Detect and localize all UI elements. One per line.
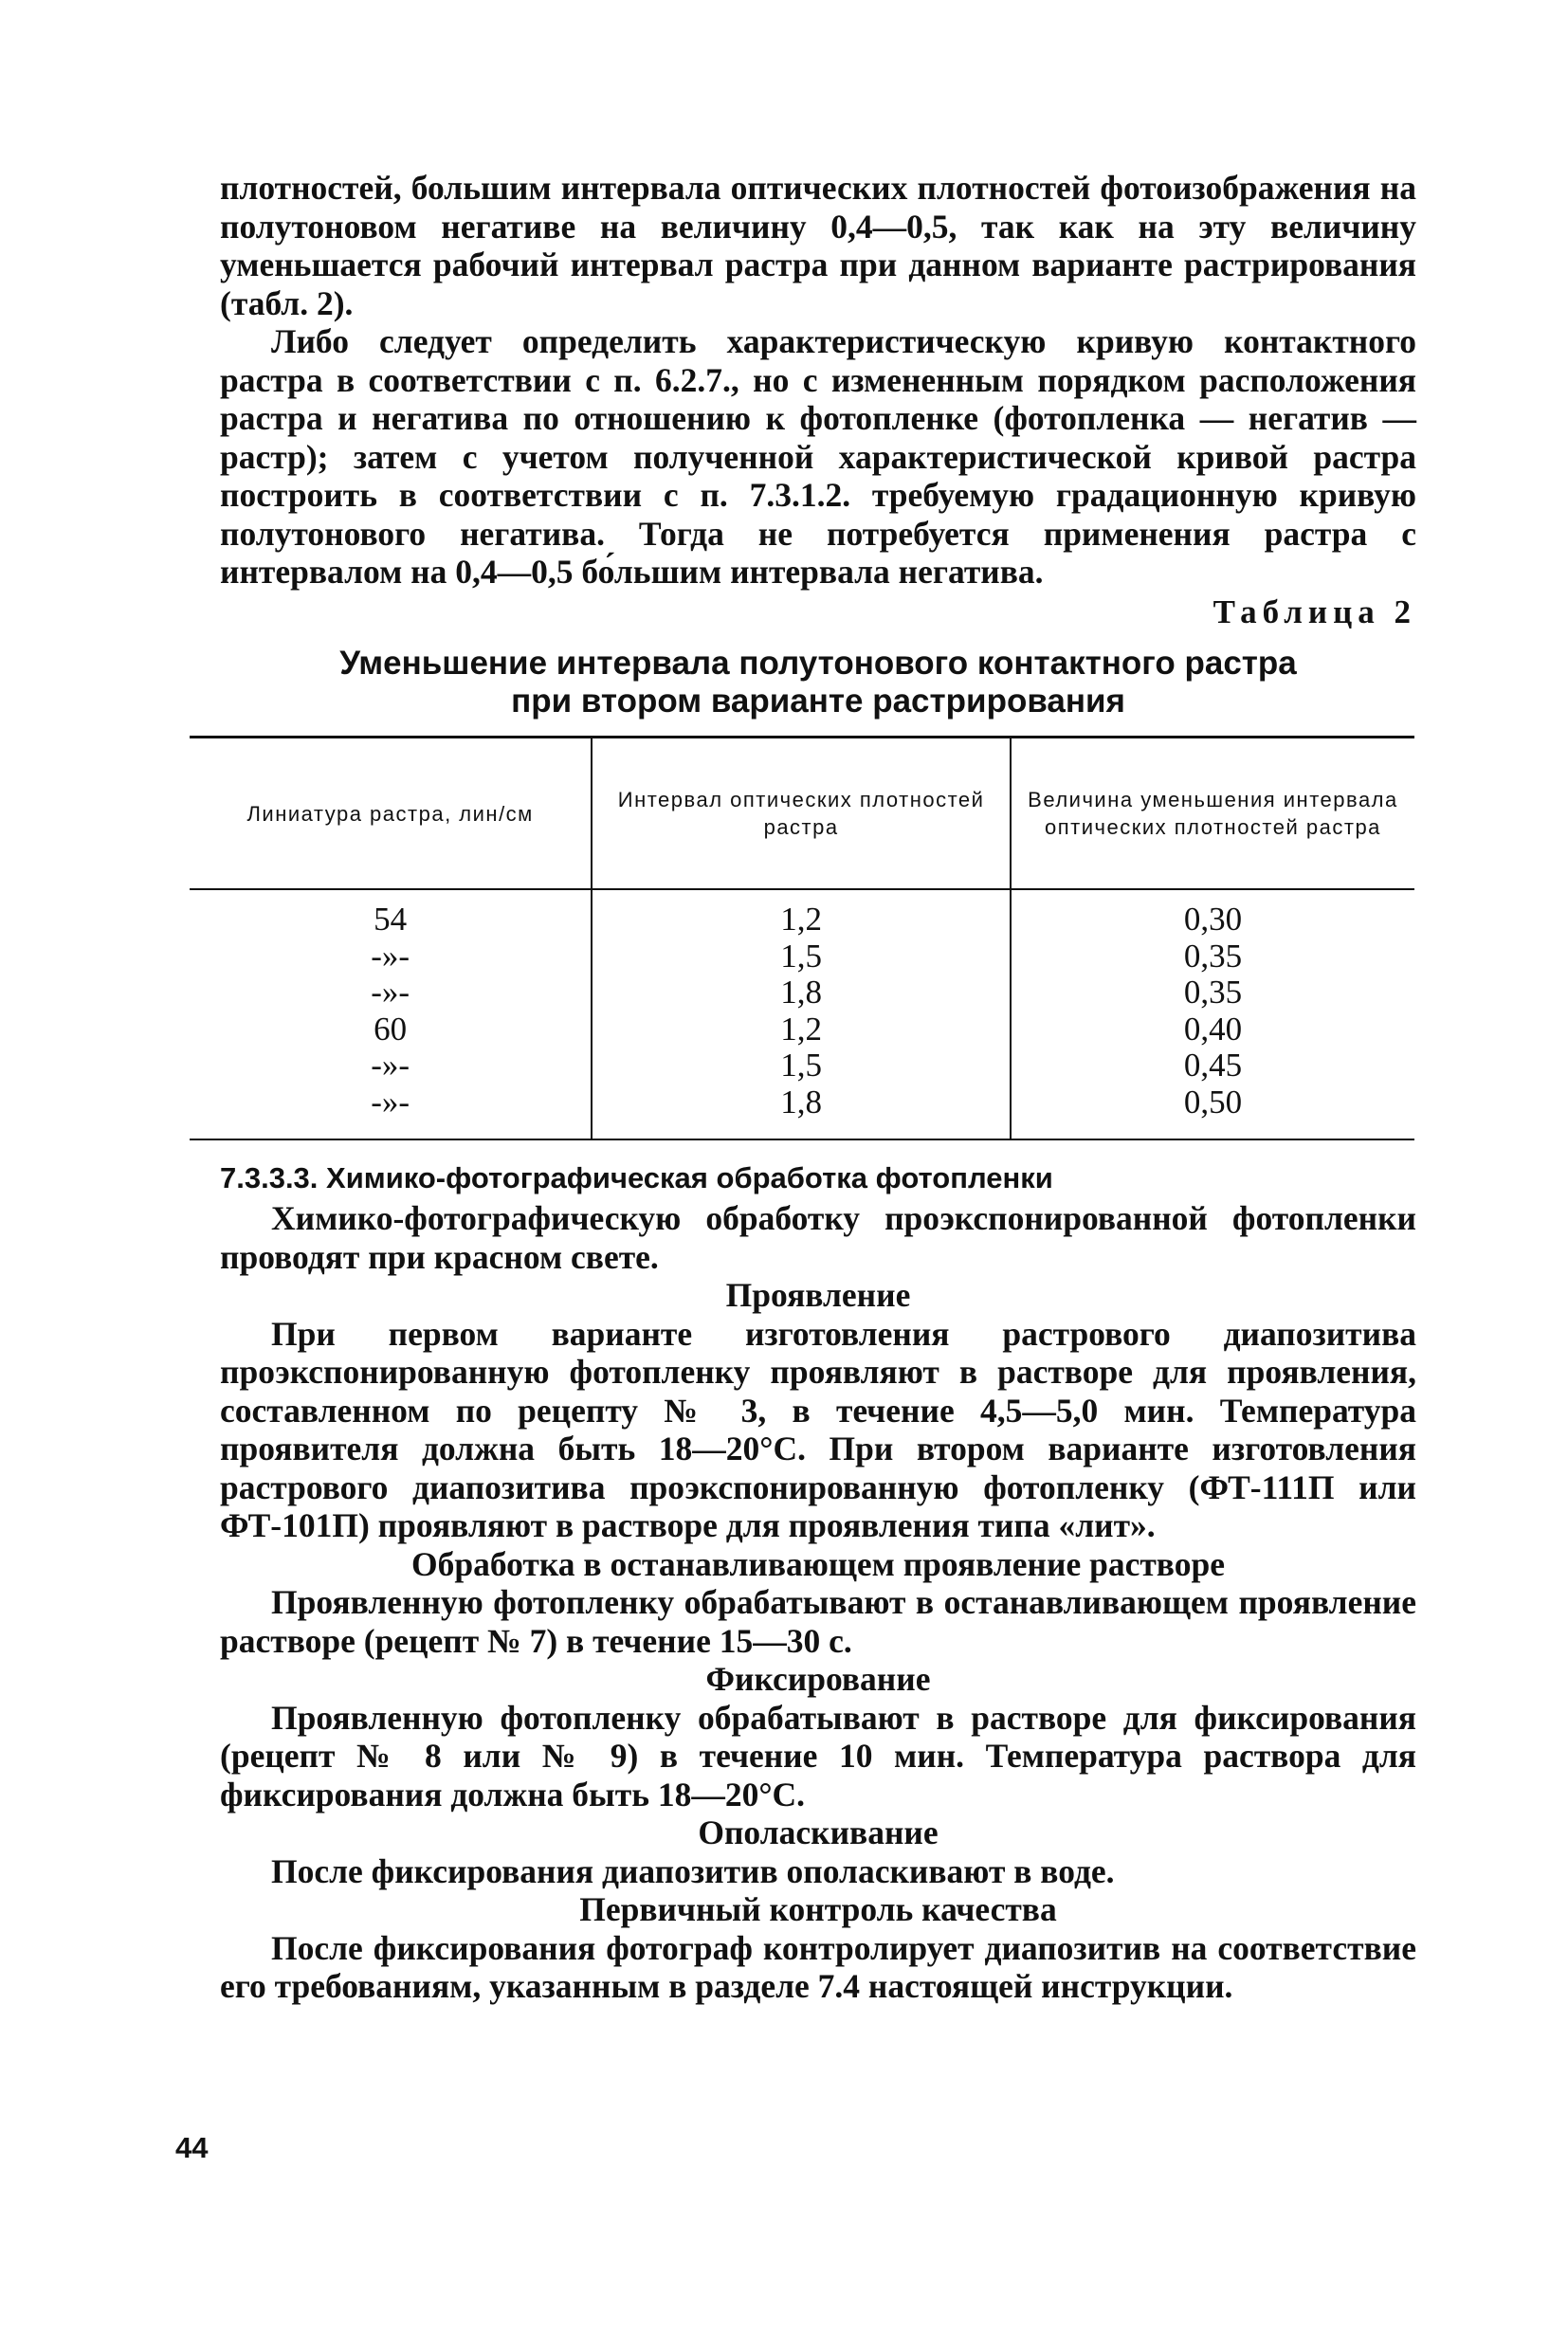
intro-paragraph-1: плотностей, большим интервала оптических плотностей фотоизображения на полутоновом негативе на величину 0,4—0,5, так как на эту величину уменьшается рабочий интервал растра при данном варианте растрирования (табл. 2). <box>220 169 1416 322</box>
table-header-row <box>190 738 1414 890</box>
table-cell: -»- <box>371 1083 410 1121</box>
header-interval-reduction: Величина уменьшения интервала оптических плотностей растра <box>1011 738 1414 890</box>
table-cell: 1,5 <box>780 1047 822 1084</box>
table-cell: 0,35 <box>1183 937 1243 975</box>
intro-block <box>220 169 1416 592</box>
paragraph-control: После фиксирования фотограф контролирует диапозитив на соответствие его требованиям, указанным в разделе 7.4 настоящей инструкции. <box>220 1928 1416 2005</box>
table-cell: -»- <box>371 1047 410 1084</box>
table-cell: -»- <box>371 974 410 1011</box>
table-cell: 0,50 <box>1183 1083 1243 1121</box>
data-table <box>190 736 1414 1140</box>
table-cell: 1,2 <box>780 901 822 938</box>
table-cell: -»- <box>371 937 410 975</box>
heading-control: Первичный контроль качества <box>579 1890 1057 1928</box>
section-intro-paragraph: Химико-фотографическую обработку проэкспонированной фотопленки проводят при красном свете. <box>220 1199 1416 1276</box>
column-density-interval <box>592 889 1011 1139</box>
page-number: 44 <box>175 2131 209 2164</box>
table-title <box>220 645 1416 720</box>
header-lineature: Линиатура растра, лин/см <box>190 738 592 890</box>
table-cell: 60 <box>374 1010 408 1048</box>
table-cell: 0,30 <box>1183 901 1243 938</box>
paragraph-stop: Проявленную фотопленку обрабатывают в останавливающем проявление растворе (рецепт № 7) в течение 15—30 с. <box>220 1583 1416 1660</box>
table-cell: 1,8 <box>780 1083 822 1121</box>
table-cell: 0,45 <box>1183 1047 1243 1084</box>
intro-paragraph-2: Либо следует определить характеристическую кривую контактного растра в соответствии с п. 6.2.7., но с измененным порядком расположения растра и негатива по отношению к фотопленке (фотопленка — негатив — растр); затем с учетом полученной характеристической кривой растра построить в соответствии с п. 7.3.1.2. требуемую градационную кривую полутонового негатива. Тогда не потребуется применения растра с интервалом на 0,4—0,5 бо́льшим интервала негатива. <box>220 322 1416 591</box>
table-cell: 0,40 <box>1183 1010 1243 1048</box>
column-lineature <box>190 889 592 1139</box>
table-cell: 1,8 <box>780 974 822 1011</box>
table-row <box>190 889 1414 1139</box>
table-title-line-2: при втором варианте растрирования <box>511 683 1125 720</box>
table-cell: 54 <box>374 901 408 938</box>
column-interval-reduction <box>1011 889 1414 1139</box>
heading-develop: Проявление <box>725 1276 911 1314</box>
heading-rinse: Ополаскивание <box>698 1813 939 1851</box>
section-body <box>220 1199 1416 2006</box>
table-cell: 1,5 <box>780 937 822 975</box>
paragraph-develop: При первом варианте изготовления растрового диапозитива проэкспонированную фотопленку проявляют в растворе для проявления, составленном по рецепту № 3, в течение 4,5—5,0 мин. Температура проявителя должна быть 18—20°С. При втором варианте изготовления растрового диапозитива проэкспонированную фотопленку (ФТ-111П или ФТ-101П) проявляют в растворе для проявления типа «лит». <box>220 1314 1416 1544</box>
heading-stop: Обработка в останавливающем проявление растворе <box>411 1544 1225 1583</box>
table-title-line-1: Уменьшение интервала полутонового контактного растра <box>339 645 1297 682</box>
table-cell: 0,35 <box>1183 974 1243 1011</box>
heading-fix: Фиксирование <box>705 1660 931 1698</box>
section-heading: 7.3.3.3. Химико-фотографическая обработка фотопленки <box>220 1161 1053 1194</box>
header-density-interval: Интервал оптических плотностей растра <box>592 738 1011 890</box>
table-cell: 1,2 <box>780 1010 822 1048</box>
paragraph-rinse: После фиксирования диапозитив ополаскивают в воде. <box>271 1851 1115 1890</box>
paragraph-fix: Проявленную фотопленку обрабатывают в растворе для фиксирования (рецепт № 8 или № 9) в течение 10 мин. Температура раствора для фиксирования должна быть 18—20°С. <box>220 1698 1416 1813</box>
table-number: Таблица 2 <box>1212 593 1416 630</box>
